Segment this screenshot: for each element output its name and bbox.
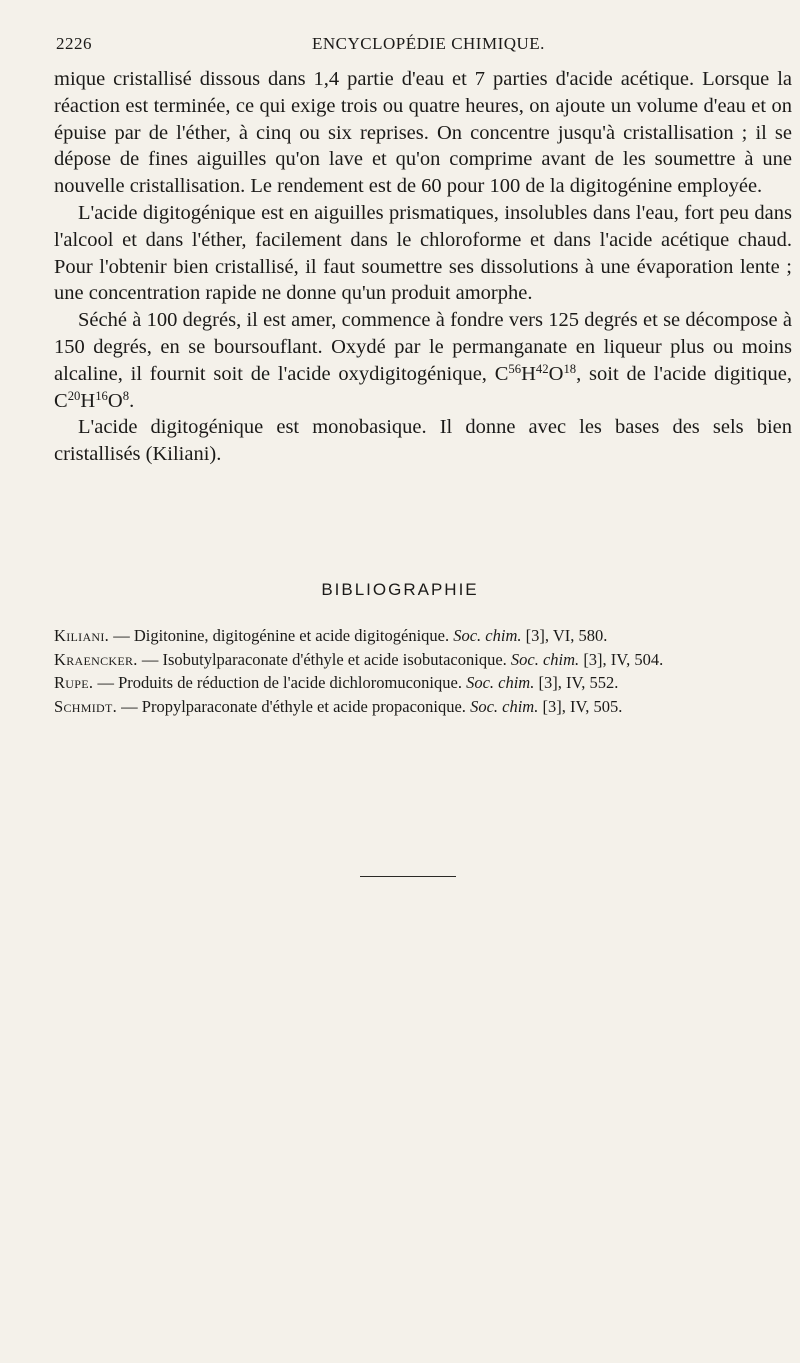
bibliography-entry (54, 695, 794, 719)
bib-author: Kraencker. (54, 649, 138, 669)
formula-oxydigitogenic: $C^{56}H^{42}O^{18}$ (494, 361, 577, 385)
bibliography-entry (54, 671, 794, 695)
paragraph-monobasic: L'acide digitogénique est monobasique. Il donne avec les bases des sels bien cristallisés (Kiliani). (54, 416, 792, 466)
bib-title: — Produits de réduction de l'acide dichloromuconique. (93, 673, 467, 692)
page-header (56, 34, 770, 58)
bib-author: Schmidt. (54, 696, 118, 716)
running-title: ENCYCLOPÉDIE CHIMIQUE. (312, 34, 545, 53)
bibliography-entry (54, 624, 794, 648)
bib-author: Rupe. (54, 673, 94, 692)
bib-reference: [3], IV, 505. (538, 696, 623, 716)
paragraph-decomposition: Séché à 100 degrés, il est amer, commence à fondre vers 125 degrés et se décompose à 150 degrés, en se boursouflant. Oxydé par le permanganate en liqueur plus ou moins alcaline, il fournit soit de l'acide oxydigitogénique, $C^{56}H^{42}O^{18}$, soit de l'acide digitique, $C^{20}H^{16}O^8$. (54, 309, 792, 412)
bib-reference: [3], IV, 504. (579, 649, 664, 669)
bib-journal: Soc. chim. (470, 696, 539, 716)
bibliography-heading: BIBLIOGRAPHIE (321, 580, 479, 599)
bib-author: Kiliani. (54, 626, 110, 645)
bib-reference: [3], IV, 552. (534, 673, 619, 692)
page-number: 2226 (56, 34, 92, 53)
bib-title: — Digitonine, digitogénine et acide digitogénique. (109, 626, 454, 645)
paragraph-continuation: mique cristallisé dissous dans 1,4 partie d'eau et 7 parties d'acide acétique. Lorsque la réaction est terminée, ce qui exige trois ou quatre heures, on ajoute un volume d'eau et on épuise par de l'éther, à cinq ou six reprises. On concentre jusqu'à cristallisation ; il se dépose de fines aiguilles qu'on lave et qu'on comprime avant de les soumettre à une nouvelle cristallisation. Le rendement est de 60 pour 100 de la digitogénine employée. (54, 68, 792, 198)
bib-journal: Soc. chim. (453, 626, 522, 645)
bib-journal: Soc. chim. (466, 673, 535, 692)
bibliography-entry (54, 648, 794, 672)
bibliography-list (54, 624, 794, 718)
bib-title: — Isobutylparaconate d'éthyle et acide isobutaconique. (137, 649, 511, 669)
end-rule (360, 876, 456, 877)
bib-reference: [3], VI, 580. (521, 626, 608, 645)
bib-journal: Soc. chim. (510, 649, 580, 669)
formula-digitic: $C^{20}H^{16}O^8$ (54, 388, 130, 412)
bib-title: — Propylparaconate d'éthyle et acide propaconique. (117, 696, 471, 716)
paragraph-text: Séché à 100 degrés, il est amer, commence à fondre vers 125 degrés et se décompose à 150 degrés, en se boursouflant. Oxydé par le permanganate en liqueur plus ou moins alcaline, il fournit soit de l'acide oxydigitogénique, (54, 309, 792, 385)
body-text (54, 66, 792, 468)
paragraph-properties: L'acide digitogénique est en aiguilles prismatiques, insolubles dans l'eau, fort peu dans l'alcool et dans l'éther, facilement dans le chloroforme et dans l'acide acétique chaud. Pour l'obtenir bien cristallisé, il faut soumettre ses dissolutions à une évaporation lente ; une concentration rapide ne donne qu'un produit amorphe. (54, 201, 792, 305)
